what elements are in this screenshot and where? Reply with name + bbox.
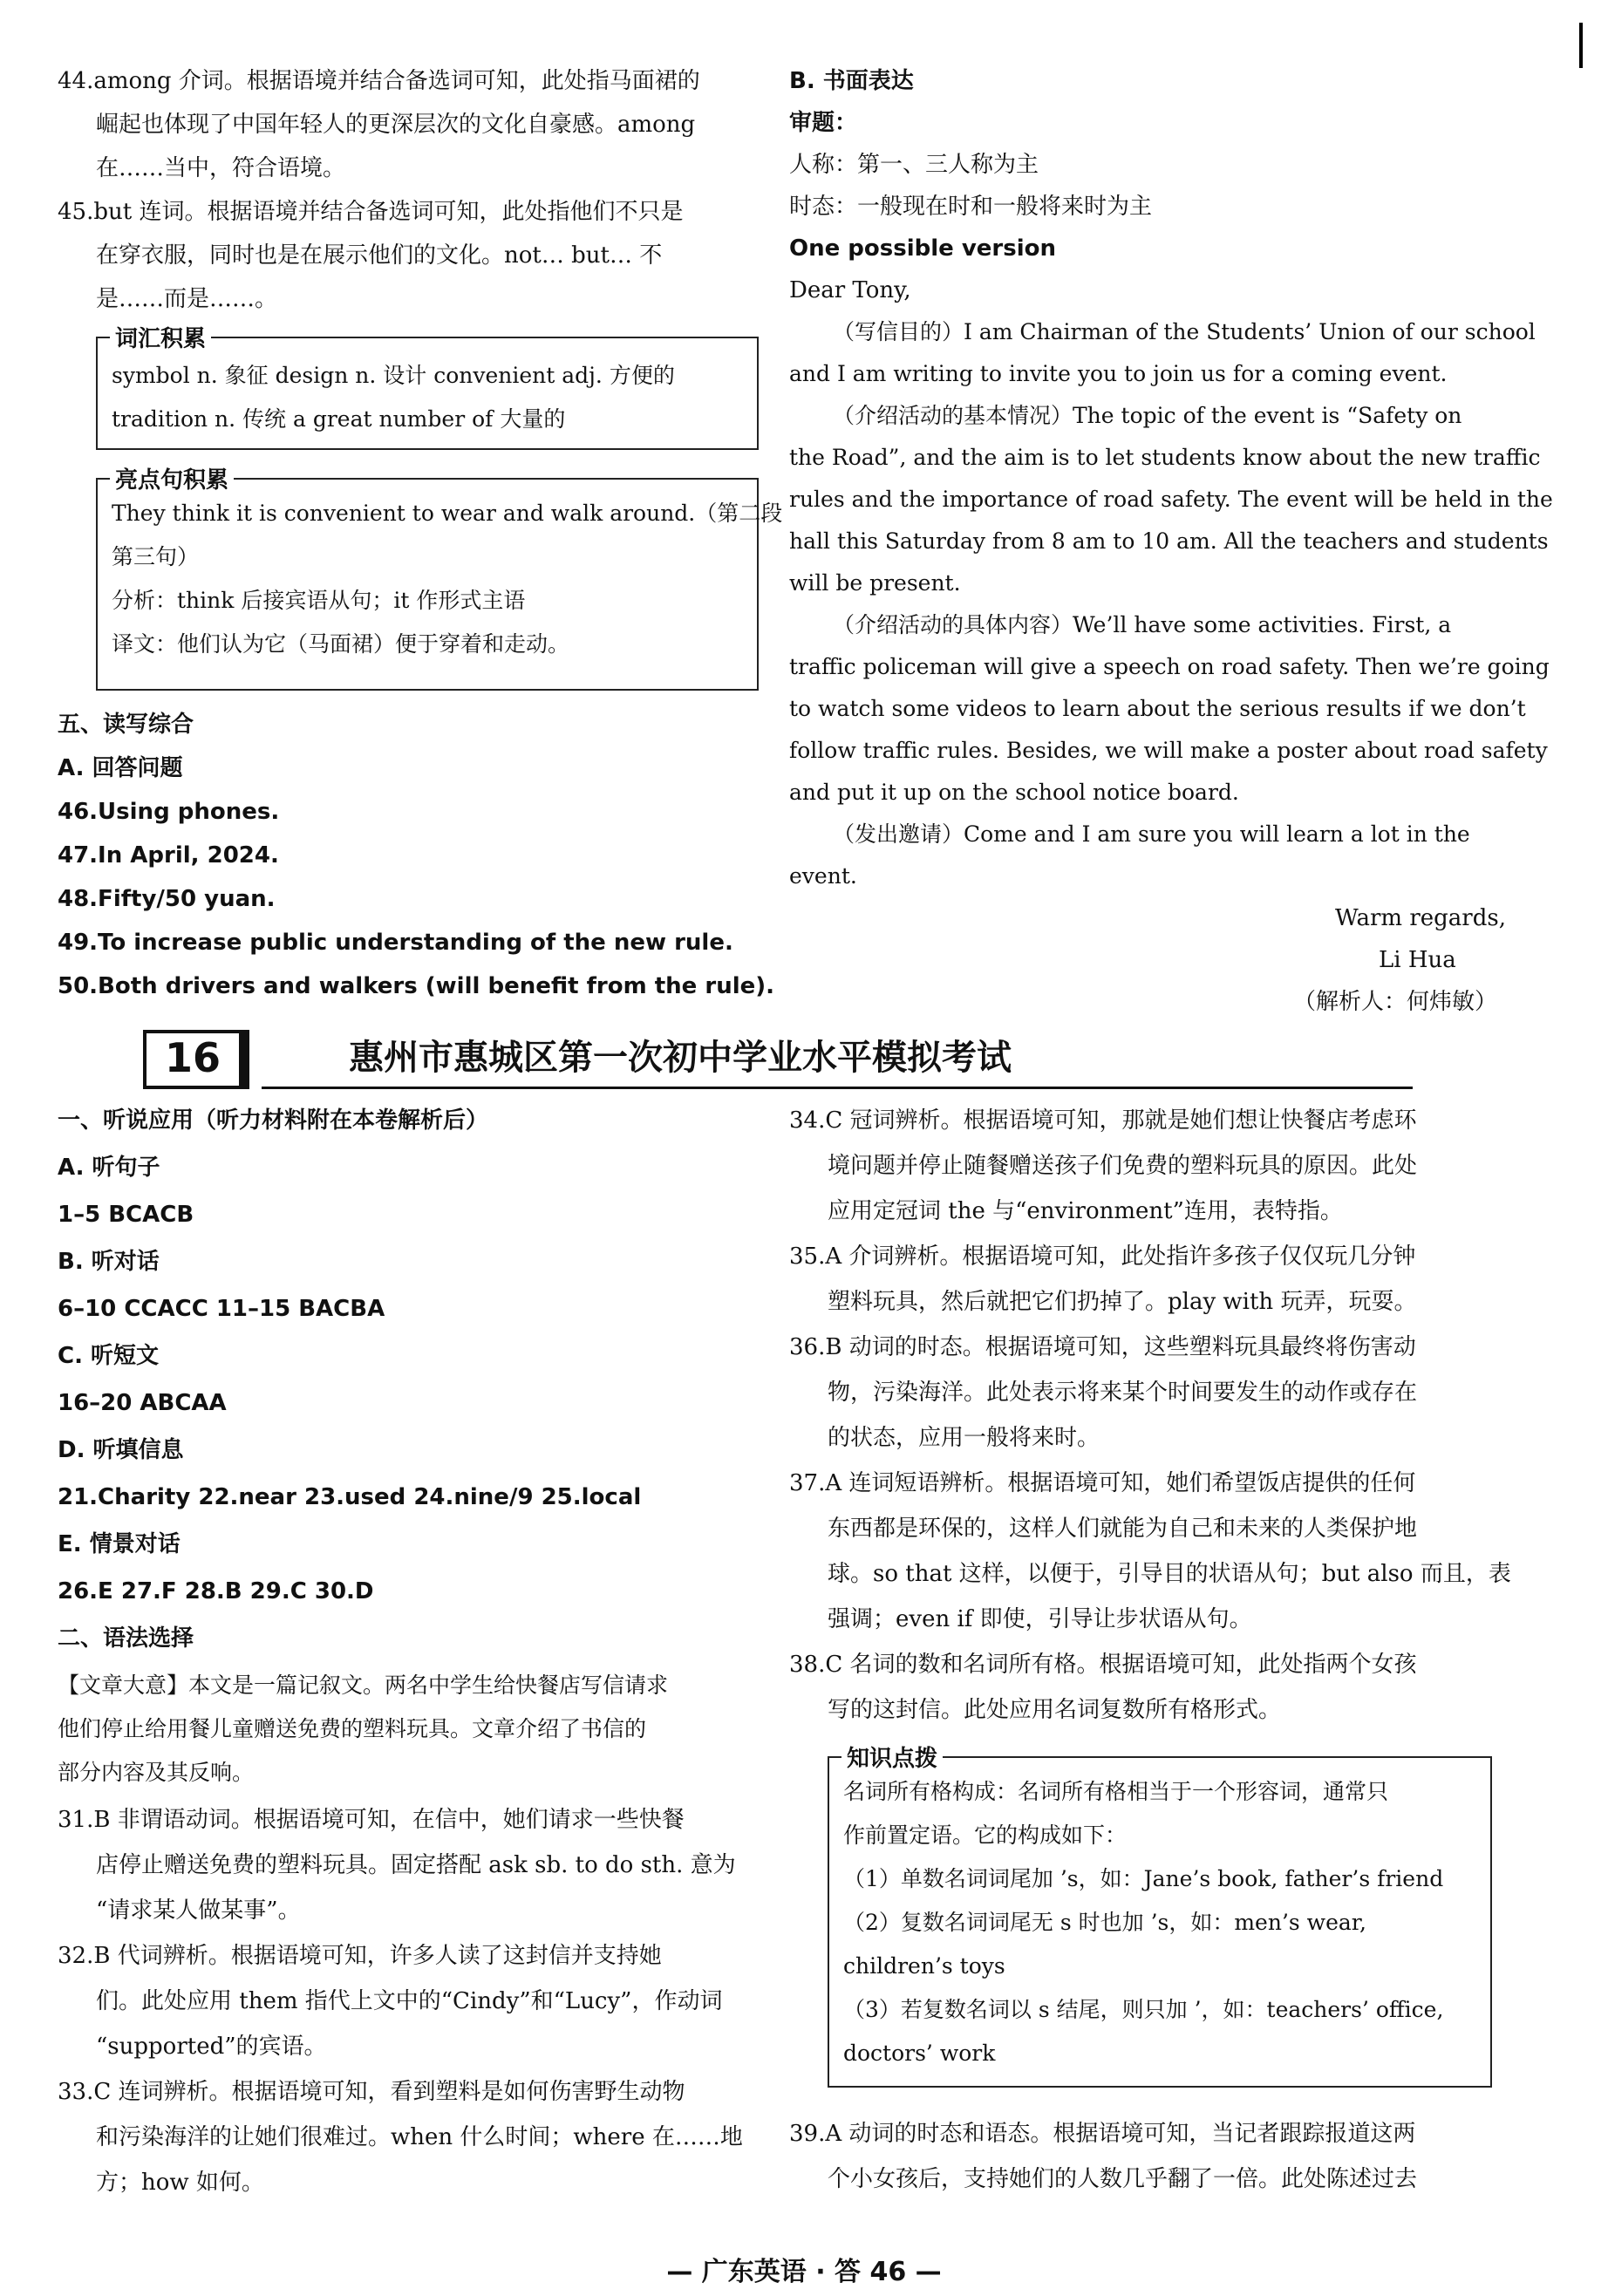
writing-person: 人称：第一、三人称为主 [789,152,1039,178]
knowledge-line: children’s toys [843,1953,1005,1979]
answer-32-line: 32.B 代词辨析。根据语境可知，许多人读了这封信并支持她 [58,1943,662,1969]
answer-47: 47.In April, 2024. [58,842,279,869]
salutation: Dear Tony, [789,277,911,303]
answer-34-line: 境问题并停止随餐赠送孩子们免费的塑料玩具的原因。此处 [828,1153,1418,1179]
letter-line: will be present. [789,570,961,596]
knowledge-line: 名词所有格构成：名词所有格相当于一个形容词，通常只 [843,1779,1389,1804]
letter-line: （写信目的）I am Chairman of the Students’ Union of our school [833,319,1536,344]
answer-39-line: 个小女孩后，支持她们的人数几乎翻了一倍。此处陈述过去 [828,2166,1418,2192]
answer-45-line2: 在穿衣服，同时也是在展示他们的文化。not… but… 不 [96,242,663,269]
answer-39-line: 39.A 动词的时态和语态。根据语境可知，当记者跟踪报道这两 [789,2121,1416,2147]
letter-line: the Road”, and the aim is to let students know about the new traffic [789,445,1541,470]
sentence-box-title: 亮点句积累 [110,462,234,494]
answer-37-line: 37.A 连词短语辨析。根据语境可知，她们希望饭店提供的任何 [789,1470,1416,1496]
answer-38-line: 写的这封信。此处应用名词复数所有格形式。 [828,1697,1282,1723]
page-footer: — 广东英语 · 答 46 — [666,2257,942,2287]
answer-49: 49.To increase public understanding of the new rule. [58,930,733,956]
answer-36-line: 的状态，应用一般将来时。 [828,1425,1100,1451]
answer-34-line: 应用定冠词 the 与“environment”连用，表特指。 [828,1198,1343,1224]
sub-heading: A. 听句子 [58,1155,160,1181]
summary-line: 部分内容及其反响。 [58,1760,255,1785]
version-label: One possible version [789,235,1057,262]
letter-line: （介绍活动的具体内容）We’ll have some activities. First, a [833,612,1452,637]
section-number: 16 [143,1030,242,1089]
answer-32-line: 们。此处应用 them 指代上文中的“Cindy”和“Lucy”，作动词 [96,1988,723,2014]
vocab-box [96,326,759,450]
writing-heading: B. 书面表达 [789,68,914,94]
vocab-line: tradition n. 传统 a great number of 大量的 [112,406,566,432]
answers-16-20: 16–20 ABCAA [58,1390,227,1416]
answer-37-line: 东西都是环保的，这样人们就能为自己和未来的人类保护地 [828,1516,1418,1542]
sentence-line: They think it is convenient to wear and walk around.（第二段 [112,501,783,526]
answer-38-line: 38.C 名词的数和名词所有格。根据语境可知，此处指两个女孩 [789,1652,1417,1678]
answer-36-line: 36.B 动词的时态。根据语境可知，这些塑料玩具最终将伤害动 [789,1334,1416,1360]
writing-review: 审题： [789,110,858,136]
answer-37-line: 强调；even if 即使，引导让步状语从句。 [828,1606,1252,1632]
answers-6-15: 6–10 CCACC 11–15 BACBA [58,1296,385,1322]
vocab-line: symbol n. 象征 design n. 设计 convenient adj. 方便的 [112,363,675,388]
closing: Warm regards, [1335,905,1506,931]
answer-36-line: 物，污染海洋。此处表示将来某个时间要发生的动作或存在 [828,1380,1418,1406]
answer-44-line3: 在……当中，符合语境。 [96,155,346,181]
letter-line: to watch some videos to learn about the serious results if we don’t [789,696,1526,721]
answer-50: 50.Both drivers and walkers (will benefit from the rule). [58,973,775,999]
summary-line: 他们停止给用餐儿童赠送免费的塑料玩具。文章介绍了书信的 [58,1716,647,1741]
summary-line: 【文章大意】本文是一篇记叙文。两名中学生给快餐店写信请求 [58,1673,669,1698]
answer-31-line: 31.B 非谓语动词。根据语境可知，在信中，她们请求一些快餐 [58,1807,685,1833]
answer-32-line: “supported”的宾语。 [96,2034,327,2060]
section5-heading: 五、读写综合 [58,712,194,738]
sentence-box [96,467,783,691]
letter-line: （发出邀请）Come and I am sure you will learn a lot in the [833,821,1470,847]
letter-line: and put it up on the school notice board. [789,780,1239,805]
answer-45-line1: 45.but 连词。根据语境并结合备选词可知，此处指他们不只是 [58,199,684,225]
signature: Li Hua [1379,947,1456,973]
knowledge-line: 作前置定语。它的构成如下： [843,1822,1128,1848]
knowledge-line: （2）复数名词词尾无 s 时也加 ’s，如：men’s wear, [843,1910,1366,1935]
knowledge-box-title: 知识点拨 [841,1741,943,1773]
sub-heading: D. 听填信息 [58,1437,184,1463]
answer-48: 48.Fifty/50 yuan. [58,886,276,912]
sub-heading: E. 情景对话 [58,1531,181,1557]
knowledge-box [828,1746,1492,2088]
answers-21-25: 21.Charity 22.near 23.used 24.nine/9 25.local [58,1484,642,1510]
answer-44-line1: 44.among 介词。根据语境并结合备选词可知，此处指马面裙的 [58,68,700,94]
answer-33-line: 33.C 连词辨析。根据语境可知，看到塑料是如何伤害野生动物 [58,2079,685,2105]
part2-heading: 二、语法选择 [58,1625,194,1652]
letter-line: and I am writing to invite you to join us for a coming event. [789,361,1448,386]
section-title: 惠州市惠城区第一次初中学业水平模拟考试 [349,1037,1012,1078]
answer-33-line: 和污染海洋的让她们很难过。when 什么时间；where 在……地 [96,2124,743,2150]
knowledge-line: doctors’ work [843,2041,996,2066]
page-edge-mark [1579,23,1583,68]
letter-line: event. [789,863,857,889]
answer-45-line3: 是……而是……。 [96,286,278,312]
vocab-box-title: 词汇积累 [110,321,211,353]
answer-35-line: 35.A 介词辨析。根据语境可知，此处指许多孩子仅仅玩几分钟 [789,1243,1416,1270]
answer-46: 46.Using phones. [58,799,280,825]
letter-line: rules and the importance of road safety. The event will be held in the [789,487,1553,512]
sentence-line: 分析：think 后接宾语从句；it 作形式主语 [112,588,526,613]
answer-31-line: “请求某人做某事”。 [96,1897,301,1924]
answers-26-30: 26.E 27.F 28.B 29.C 30.D [58,1578,374,1604]
part1-heading: 一、听说应用（听力材料附在本卷解析后） [58,1107,489,1134]
answer-31-line: 店停止赠送免费的塑料玩具。固定搭配 ask sb. to do sth. 意为 [96,1852,736,1878]
sentence-line: 译文：他们认为它（马面裙）便于穿着和走动。 [112,631,570,657]
section-number-bar [242,1030,249,1089]
letter-line: （介绍活动的基本情况）The topic of the event is “Safety on [833,403,1462,428]
sub-heading: B. 听对话 [58,1249,160,1275]
answer-37-line: 球。so that 这样，以便于，引导目的状语从句；but also 而且，表 [828,1561,1511,1587]
sentence-line: 第三句） [112,544,200,569]
knowledge-line: （3）若复数名词以 s 结尾，则只加 ’，如：teachers’ office, [843,1997,1444,2022]
answer-33-line: 方；how 如何。 [96,2170,264,2196]
answer-35-line: 塑料玩具，然后就把它们扔掉了。play with 玩弄，玩耍。 [828,1289,1417,1315]
answer-34-line: 34.C 冠词辨析。根据语境可知，那就是她们想让快餐店考虑环 [789,1107,1417,1134]
letter-line: traffic policeman will give a speech on road safety. Then we’re going [789,654,1550,679]
answers-1-5: 1–5 BCACB [58,1202,194,1228]
section-rule [262,1087,1413,1089]
writing-tense: 时态：一般现在时和一般将来时为主 [789,194,1153,220]
knowledge-line: （1）单数名词词尾加 ’s，如：Jane’s book, father’s friend [843,1866,1444,1891]
analyst: （解析人：何炜敏） [1293,989,1498,1015]
sub-heading: C. 听短文 [58,1343,160,1369]
letter-line: hall this Saturday from 8 am to 10 am. All the teachers and students [789,528,1549,554]
answer-44-line2: 崛起也体现了中国年轻人的更深层次的文化自豪感。among [96,112,696,138]
letter-line: follow traffic rules. Besides, we will make a poster about road safety [789,738,1548,763]
section5-sub-a: A. 回答问题 [58,755,183,781]
